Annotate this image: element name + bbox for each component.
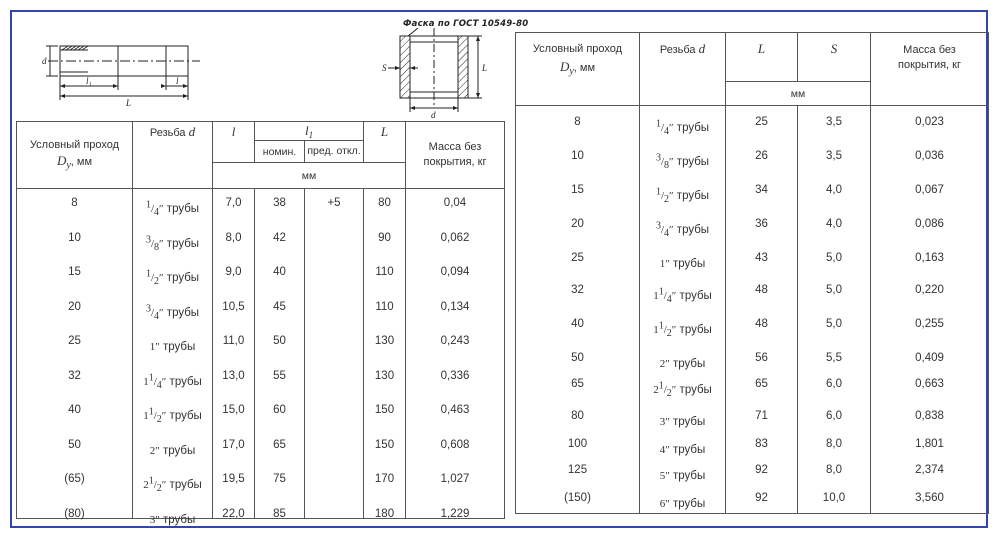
table-cell: 8 — [574, 116, 581, 128]
table-cell: 25 — [571, 252, 584, 264]
thread-cell: $1^1/_4''$ трубы — [653, 286, 712, 306]
table-cell: 130 — [374, 335, 395, 348]
r-header-mass: Масса без покрытия, кг — [871, 33, 989, 106]
table-cell: 0,04 — [443, 197, 467, 210]
table-cell: 100 — [567, 438, 588, 450]
table-cell: 13,0 — [222, 369, 245, 382]
drawing-label-d: d — [42, 56, 47, 66]
table-cell: (65) — [64, 473, 85, 486]
thread-cell: 5″ трубы — [659, 470, 706, 482]
table-cell: 65 — [755, 378, 768, 390]
thread-cell: $^3/_8''$ трубы — [655, 152, 710, 172]
table-cell: 3,560 — [915, 492, 944, 504]
table-cell: (80) — [64, 507, 85, 520]
table-cell: 38 — [273, 197, 286, 210]
thread-cell: $2^1/_2''$ трубы — [143, 475, 202, 495]
table-cell: 15 — [571, 184, 584, 196]
table-cell: 0,243 — [440, 335, 470, 348]
table-cell: 17,0 — [222, 438, 245, 451]
table-cell: 22,0 — [222, 507, 245, 520]
table-cell: 125 — [567, 464, 588, 476]
thread-cell: 1″ трубы — [659, 258, 706, 270]
table-cell: 11,0 — [222, 335, 245, 348]
thread-cell: $^1/_2''$ трубы — [655, 186, 710, 206]
r-col-thread — [640, 106, 726, 514]
table-cell: 83 — [755, 438, 768, 450]
table-cell: 10,0 — [822, 492, 846, 504]
table-cell: 40 — [68, 404, 81, 417]
table-cell: 0,255 — [915, 318, 944, 330]
table-cell: 3,5 — [826, 150, 842, 162]
table-cell: 110 — [375, 266, 394, 279]
table-cell: 0,163 — [915, 252, 944, 264]
table-cell: 0,067 — [915, 184, 944, 196]
r-header-unit-mm: мм — [726, 82, 871, 106]
table-cell: 130 — [374, 369, 395, 382]
table-cell: 0,463 — [440, 404, 470, 417]
table-cell: 6,0 — [826, 410, 842, 422]
table-cell: 15 — [68, 266, 81, 279]
col-dy — [17, 189, 133, 519]
table-cell: 170 — [374, 473, 395, 486]
table-cell: 8,0 — [225, 231, 242, 244]
header-l: l — [213, 122, 255, 163]
table-cell: 150 — [374, 404, 395, 417]
drawing-label-L: L — [126, 98, 132, 108]
thread-cell: $2^1/_2''$ трубы — [653, 380, 712, 400]
table-cell: 32 — [68, 369, 81, 382]
table-cell: 1,027 — [440, 473, 470, 486]
drawing-label-l: l — [176, 76, 179, 86]
table-cell: 6,0 — [826, 378, 842, 390]
header-l1-nominal: номин. — [255, 141, 305, 163]
table-cell: 32 — [571, 284, 584, 296]
r-header-thread: Резьба d — [640, 33, 726, 106]
table-cell: 2,374 — [915, 464, 944, 476]
table-cell: 9,0 — [225, 266, 242, 279]
r-col-dy — [516, 106, 640, 514]
r-header-S: S — [798, 33, 871, 82]
table-cell: 71 — [755, 410, 768, 422]
table-cell: 0,838 — [915, 410, 944, 422]
col-l1 — [255, 189, 305, 519]
table-cell: 0,409 — [915, 352, 944, 364]
table-cell: 0,663 — [915, 378, 944, 390]
r-col-mass — [871, 106, 989, 514]
table-cell: 60 — [273, 404, 286, 417]
table-cell: 0,336 — [440, 369, 470, 382]
col-L — [364, 189, 406, 519]
table-cell: 55 — [273, 369, 286, 382]
r-col-S — [798, 106, 871, 514]
header-mass: Масса без покрытия, кг — [406, 122, 505, 189]
table-cell: 150 — [374, 438, 395, 451]
table-cell: 85 — [273, 507, 286, 520]
thread-cell: $1^1/_2''$ трубы — [143, 406, 202, 426]
thread-cell: 6″ трубы — [659, 498, 706, 510]
header-l1: $l_1$ — [255, 122, 364, 141]
table-cell: 48 — [755, 284, 768, 296]
table-cell: 5,0 — [826, 318, 842, 330]
table-cell: 75 — [273, 473, 286, 486]
table-cell: 1,801 — [915, 438, 944, 450]
coupling-label-d: d — [431, 110, 436, 120]
table-cell: 65 — [273, 438, 286, 451]
header-dy: Условный проход $D_у$, мм — [17, 122, 133, 189]
table-cell: 15,0 — [222, 404, 245, 417]
table-cell: 50 — [68, 438, 81, 451]
barrel-drawing — [38, 36, 208, 118]
header-thread: Резьба d — [133, 122, 213, 189]
table-cell: 36 — [755, 218, 768, 230]
table-cell: 0,134 — [440, 300, 470, 313]
thread-cell: $1^1/_2''$ трубы — [653, 320, 712, 340]
table-cell: 7,0 — [225, 197, 242, 210]
table-cell: 92 — [755, 492, 768, 504]
table-cell: 8,0 — [826, 438, 842, 450]
col-mass — [406, 189, 505, 519]
table-cell: 80 — [571, 410, 584, 422]
thread-cell: 4″ трубы — [659, 444, 706, 456]
table-cell: 0,023 — [915, 116, 944, 128]
thread-cell: $^1/_2''$ трубы — [145, 268, 200, 288]
table-cell: 5,0 — [826, 252, 842, 264]
table-cell: 45 — [273, 300, 286, 313]
chamfer-label: Фаска по ГОСТ 10549-80 — [403, 19, 529, 29]
thread-cell: $^1/_4''$ трубы — [655, 118, 710, 138]
table-cell: 90 — [378, 231, 391, 244]
table-cell: 8,0 — [826, 464, 842, 476]
thread-cell: $^3/_4''$ трубы — [145, 303, 200, 322]
table-cell: 0,608 — [440, 438, 470, 451]
table-cell: 43 — [755, 252, 768, 264]
table-cell: 5,5 — [826, 352, 842, 364]
table-cell: 25 — [68, 335, 81, 348]
header-L: L — [364, 122, 406, 163]
table-cell: 42 — [273, 231, 286, 244]
table-cell: 0,220 — [915, 284, 944, 296]
coupling-label-s: S — [382, 63, 387, 73]
table-cell: (150) — [564, 492, 591, 504]
thread-cell: 3″ трубы — [659, 416, 706, 428]
table-cell: 50 — [273, 335, 286, 348]
coupling-table — [515, 32, 989, 514]
table-cell: 50 — [571, 352, 584, 364]
coupling-label-L: L — [482, 63, 488, 73]
thread-cell: 1″ трубы — [149, 341, 196, 354]
barrel-table — [16, 121, 505, 526]
table-cell: 180 — [374, 507, 395, 520]
table-cell: 25 — [755, 116, 768, 128]
table-cell: 10 — [571, 150, 584, 162]
col-dev — [305, 189, 364, 519]
header-unit-mm: мм — [213, 163, 406, 189]
thread-cell: $^3/_8''$ трубы — [145, 234, 200, 253]
table-cell: 92 — [755, 464, 768, 476]
header-l1-deviation: пред. откл. — [305, 141, 364, 163]
table-cell: 1,229 — [440, 507, 470, 520]
table-cell: 0,062 — [440, 231, 470, 244]
r-header-dy: Условный проход $D_у$, мм — [516, 33, 640, 106]
r-header-L: L — [726, 33, 798, 82]
table-cell: 0,036 — [915, 150, 944, 162]
table-cell: 10 — [68, 231, 81, 244]
table-cell: 110 — [375, 300, 394, 313]
table-cell: 5,0 — [826, 284, 842, 296]
col-thread — [133, 189, 213, 526]
table-cell: 56 — [755, 352, 768, 364]
r-col-L — [726, 106, 798, 514]
table-cell: 40 — [273, 266, 286, 279]
thread-cell: $^3/_4''$ трубы — [655, 220, 710, 240]
table-cell: 20 — [571, 218, 584, 230]
thread-cell: $^1/_4''$ трубы — [145, 199, 200, 219]
table-cell: 80 — [378, 197, 391, 210]
thread-cell: 3″ трубы — [149, 513, 196, 526]
drawing-label-l1: l₁ — [86, 76, 92, 86]
table-cell: 0,094 — [440, 266, 470, 279]
table-cell: 40 — [571, 318, 584, 330]
thread-cell: $1^1/_4''$ трубы — [143, 372, 202, 391]
col-l — [213, 189, 255, 519]
table-cell: 20 — [68, 300, 81, 313]
table-cell: 19,5 — [222, 473, 245, 486]
thread-cell: 2″ трубы — [149, 444, 196, 457]
table-cell: 4,0 — [826, 218, 842, 230]
table-cell: 48 — [755, 318, 768, 330]
table-cell: 34 — [755, 184, 768, 196]
table-cell: +5 — [327, 197, 341, 210]
table-cell: 0,086 — [915, 218, 944, 230]
coupling-drawing — [378, 28, 493, 120]
table-cell: 8 — [71, 197, 78, 210]
table-cell: 65 — [571, 378, 584, 390]
table-cell: 3,5 — [826, 116, 842, 128]
table-cell: 26 — [755, 150, 768, 162]
table-cell: 4,0 — [826, 184, 842, 196]
thread-cell: 2″ трубы — [659, 358, 706, 370]
table-cell: 10,5 — [222, 300, 245, 313]
